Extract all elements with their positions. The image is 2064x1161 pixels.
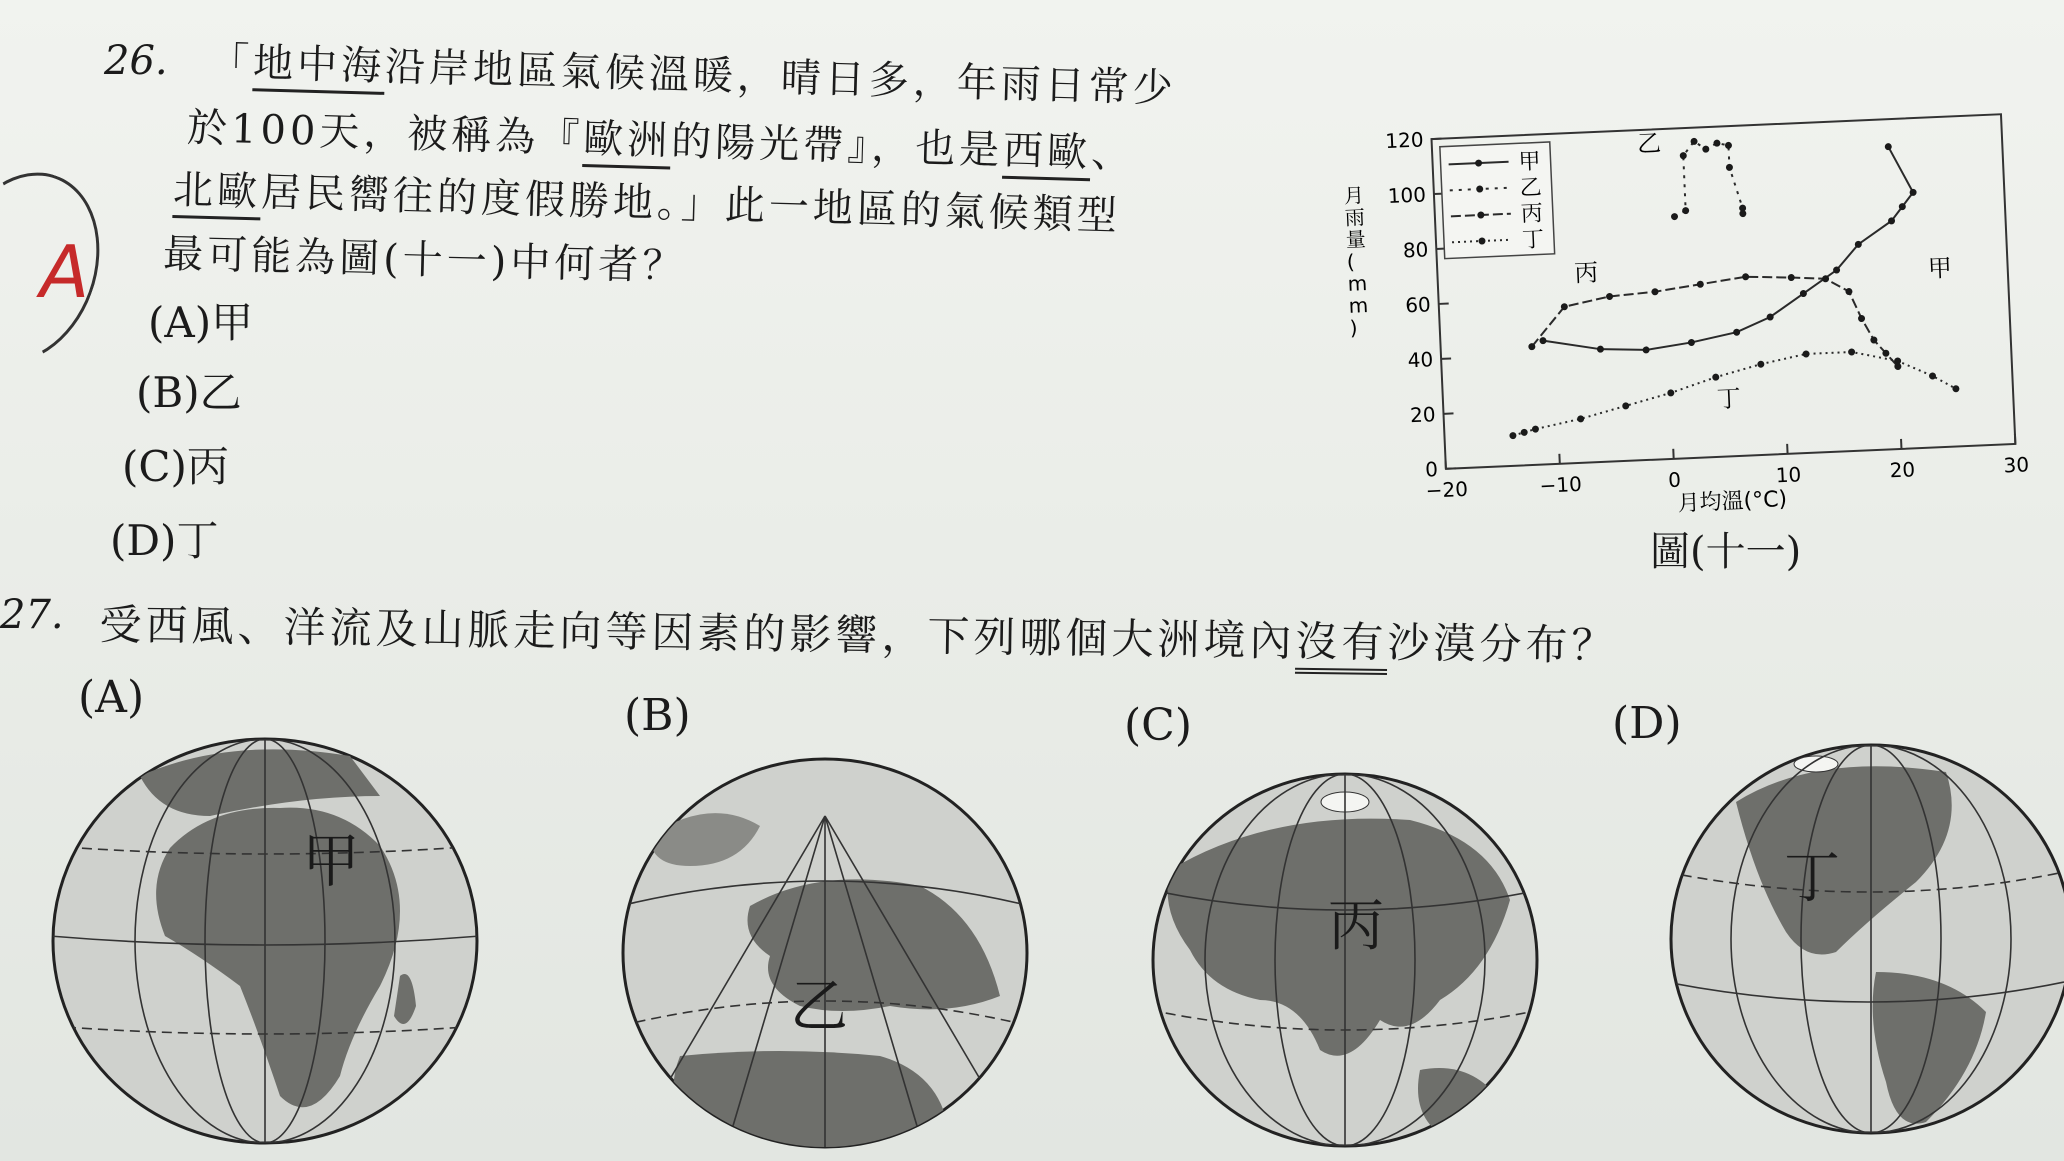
q27-option-d-label[interactable]: (D) xyxy=(1612,698,1682,749)
globe-europe[interactable] xyxy=(620,756,1030,1151)
globe-americas[interactable] xyxy=(1666,742,2064,1137)
q26-line3-rest: 居民嚮往的度假勝地。」此一地區的氣候類型 xyxy=(260,169,1122,240)
x-tick-label: 0 xyxy=(1667,467,1682,493)
series-3-point xyxy=(1845,288,1852,295)
legend-label-1: 甲 xyxy=(1518,149,1542,176)
y-tick-label: 80 xyxy=(1402,237,1429,263)
y-axis-label-char: 量 xyxy=(1345,227,1367,252)
y-axis-label-char: ( xyxy=(1346,249,1356,274)
q26-line2-tail: 、 xyxy=(1090,130,1136,178)
x-axis-label: 月均溫(°C) xyxy=(1677,486,1788,517)
x-tick-label: 20 xyxy=(1889,457,1916,483)
series-4-point xyxy=(1757,361,1764,368)
series-3-point xyxy=(1697,281,1704,288)
y-axis-label-char: m xyxy=(1347,271,1368,296)
q27-emphasis-none: 沒有 xyxy=(1295,617,1388,675)
series-1-point xyxy=(1733,329,1740,336)
series-4-point xyxy=(1802,350,1809,357)
series-4-point xyxy=(1622,402,1629,409)
series-3-point xyxy=(1742,273,1749,280)
legend-label-4: 丁 xyxy=(1521,227,1545,254)
globe-asia[interactable] xyxy=(1150,770,1540,1150)
series-4-point xyxy=(1952,385,1959,392)
series-4-point xyxy=(1577,415,1584,422)
y-axis-label-char: 月 xyxy=(1343,183,1365,208)
series-1-point xyxy=(1688,339,1695,346)
y-tick-label: 120 xyxy=(1384,127,1425,154)
y-tick-label: 40 xyxy=(1407,347,1434,373)
q26-place-western-europe: 西歐 xyxy=(1002,128,1091,181)
series-1-point xyxy=(1597,346,1604,353)
series-4-point xyxy=(1667,389,1674,396)
y-axis-label-char: m xyxy=(1348,293,1369,318)
series-4-point xyxy=(1509,432,1516,439)
q26-place-mediterranean: 地中海 xyxy=(252,40,385,95)
series-3-point xyxy=(1788,274,1795,281)
x-tick-label: 10 xyxy=(1775,462,1802,488)
legend-label-3: 丙 xyxy=(1520,201,1544,228)
q26-line2-prefix: 於100天，被稱為『 xyxy=(186,104,584,163)
series-1-point xyxy=(1642,346,1649,353)
y-tick-label: 0 xyxy=(1424,457,1439,482)
series-2-point xyxy=(1702,145,1709,152)
q27-option-c-label[interactable]: (C) xyxy=(1124,700,1192,751)
series-line-3 xyxy=(1529,270,1898,382)
x-tick-label: −10 xyxy=(1539,471,1583,498)
q27-text-pre: 受西風、洋流及山脈走向等因素的影響，下列哪個大洲境內 xyxy=(99,599,1296,666)
q27-option-b-label[interactable]: (B) xyxy=(624,690,691,741)
series-1-point xyxy=(1539,337,1546,344)
globe-d-map-label: 丁 xyxy=(1784,846,1840,911)
question-26-number: 26. xyxy=(104,38,168,84)
globe-africa[interactable] xyxy=(50,736,480,1146)
globe-a-map-label: 甲 xyxy=(302,827,361,895)
series-2-point xyxy=(1671,213,1678,220)
q27-text xyxy=(99,592,1618,673)
series-2-point xyxy=(1725,142,1732,149)
globe-c-map-label: 丙 xyxy=(1328,894,1384,959)
series-2-point xyxy=(1739,210,1746,217)
q26-place-northern-europe: 北歐 xyxy=(172,167,261,220)
globe-b-map-label: 乙 xyxy=(790,972,849,1040)
q27-option-a-label[interactable]: (A) xyxy=(78,672,145,723)
y-tick-label: 20 xyxy=(1409,402,1437,428)
series-3-point xyxy=(1858,315,1865,322)
series-line-1 xyxy=(1535,146,1919,355)
climate-chart xyxy=(1330,78,2050,578)
series-4-point xyxy=(1848,348,1855,355)
q26-option-c[interactable]: (C)丙 xyxy=(122,442,229,491)
series-4-point xyxy=(1521,429,1528,436)
question-27-number: 27. xyxy=(0,592,64,638)
y-axis-label-char: ) xyxy=(1349,315,1358,340)
x-tick-label: 30 xyxy=(2003,452,2030,478)
q26-option-d[interactable]: (D)丁 xyxy=(110,516,219,565)
x-tick-label: −20 xyxy=(1425,476,1469,503)
y-axis-label xyxy=(1343,183,1370,340)
q26-option-a[interactable]: (A)甲 xyxy=(148,298,254,347)
series-2-point xyxy=(1713,139,1720,146)
q26-open-quote: 「 xyxy=(208,38,254,87)
q26-term-europe: 歐洲 xyxy=(583,116,672,169)
curve-label-4: 丁 xyxy=(1716,384,1742,414)
legend-label-2: 乙 xyxy=(1519,175,1543,202)
series-2-point xyxy=(1726,164,1733,171)
series-4-point xyxy=(1712,374,1719,381)
q27-text-post: 沙漠分布？ xyxy=(1387,617,1618,671)
series-1-point xyxy=(1885,143,1892,150)
handwritten-answer: A xyxy=(40,230,90,314)
series-3-point xyxy=(1606,293,1613,300)
series-2-point xyxy=(1680,152,1687,159)
series-4-point xyxy=(1532,425,1539,432)
series-2-point xyxy=(1682,207,1689,214)
curve-label-1: 甲 xyxy=(1927,254,1953,284)
q26-option-b[interactable]: (B)乙 xyxy=(136,368,242,417)
q26-line2-rest: 的陽光帶』，也是 xyxy=(670,118,1004,174)
q26-line1-rest: 沿岸地區氣候溫暖，晴日多，年雨日常少 xyxy=(384,43,1178,113)
q26-line-4: 最可能為圖(十一)中何者？ xyxy=(162,230,687,290)
y-tick-label: 60 xyxy=(1404,292,1432,318)
y-axis-label-char: 雨 xyxy=(1344,205,1366,230)
series-4-point xyxy=(1929,372,1936,379)
curve-label-3: 丙 xyxy=(1573,258,1599,288)
y-tick-label: 100 xyxy=(1387,182,1427,209)
figure-caption: 圖(十一) xyxy=(1650,529,1802,575)
curve-label-2: 乙 xyxy=(1636,129,1662,159)
series-3-point xyxy=(1651,288,1658,295)
